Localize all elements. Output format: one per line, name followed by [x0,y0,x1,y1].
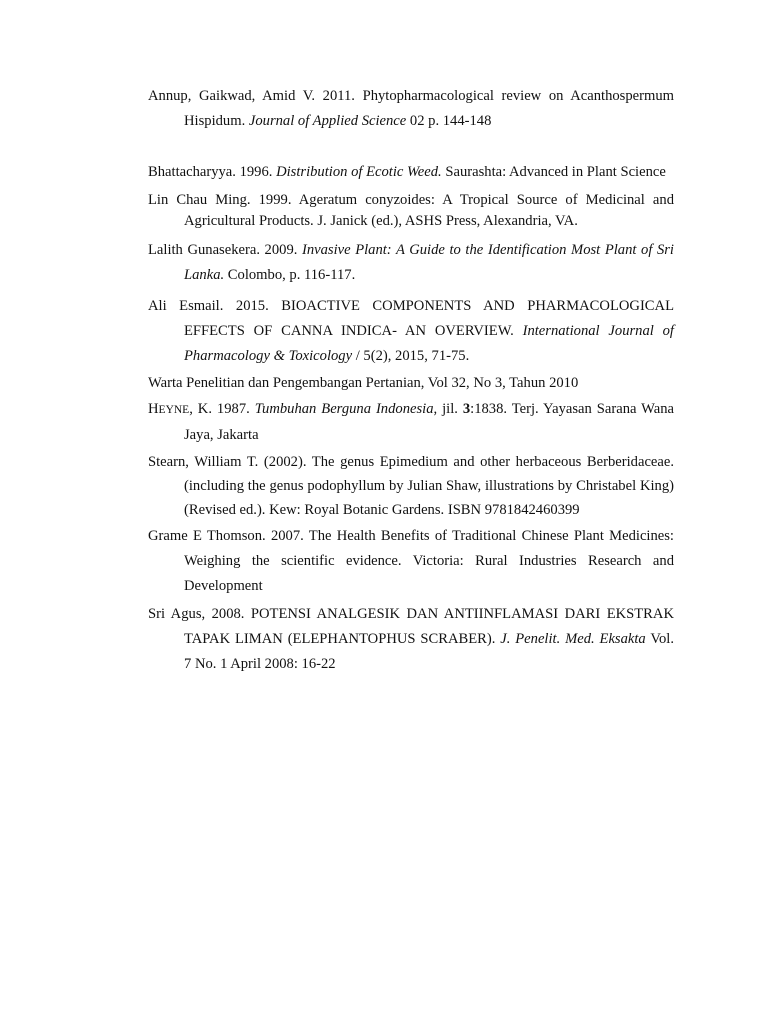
reference-entry [148,190,674,232]
reference-tail: Colombo, p. 116-117. [224,267,356,283]
reference-entry [148,84,674,134]
reference-text: Lin Chau Ming. 1999. Ageratum conyzoides: A Tropical Source of Medicinal and Agricultural Products. J. Janick (ed.), ASHS Press, Alexandria, VA. [148,192,674,229]
reference-author: Lalith Gunasekera. 2009. [148,242,302,258]
reference-entry [148,524,674,599]
reference-author: Bhattacharyya. 1996. [148,164,277,180]
reference-author-smallcaps: EYNE [158,404,190,416]
reference-author-initial: H [148,401,159,417]
reference-text: Warta Penelitian dan Pengembangan Pertanian, Vol 32, No 3, Tahun 2010 [148,375,579,391]
reference-journal: J. Penelit. Med. Eksakta [500,631,646,647]
bibliography [148,84,674,677]
reference-entry [148,373,674,394]
reference-entry [148,238,674,288]
reference-mid: , jil. [433,401,463,417]
reference-title: Distribution of Ecotic Weed. [276,164,442,180]
reference-text: POTENSI ANALGESIK DAN ANTIINFLAMASI DARI EKSTRAK TAPAK LIMAN (ELEPHANTOPHUS SCRABER). [184,606,674,647]
reference-text: Grame E Thomson. 2007. The Health Benefits of Traditional Chinese Plant Medicines: Weighing the scientific evidence. Victoria: Rural Industries Research and Development [148,528,674,594]
reference-author: Annup, Gaikwad, Amid V. 2011. [148,88,363,104]
reference-text: BIOACTIVE COMPONENTS AND PHARMACOLOGICAL EFFECTS OF CANNA INDICA- AN OVERVIEW. [184,298,674,339]
reference-entry [148,294,674,369]
reference-tail: Vol. 7 No. 1 April 2008: 16-22 [184,631,674,672]
reference-journal: Journal of Applied Science [248,113,407,129]
reference-entry [148,450,674,522]
reference-title: Invasive Plant: A Guide to the Identification Most Plant of Sri Lanka. [184,242,674,283]
reference-text: Phytopharmacological review on Acanthospermum Hispidum. [184,88,674,129]
reference-entry [148,397,674,448]
reference-entry [148,160,674,185]
reference-tail: Saurashta: Advanced in Plant Science [441,164,666,180]
reference-author: Ali Esmail. 2015. [148,298,282,314]
reference-tail: :1838. Terj. Yayasan Sarana Wana Jaya, Jakarta [184,401,674,443]
reference-tail: / 5(2), 2015, 71-75. [352,348,470,364]
reference-journal: International Journal of Pharmacology & Toxicology [184,323,674,364]
reference-after-author: , K. 1987. [189,401,255,417]
reference-author: Sri Agus, 2008. [148,606,251,622]
reference-volume: 3 [462,401,471,417]
reference-entry [148,602,674,677]
reference-text: Stearn, William T. (2002). The genus Epimedium and other herbaceous Berberidaceae. (including the genus podophyllum by Julian Shaw, illustrations by Christabel King) (Revised ed.). Kew: Royal Botanic Gardens. ISBN 9781842460399 [148,454,674,518]
reference-tail: 02 p. 144-148 [406,113,492,129]
reference-title: Tumbuhan Berguna Indonesia [254,401,434,417]
